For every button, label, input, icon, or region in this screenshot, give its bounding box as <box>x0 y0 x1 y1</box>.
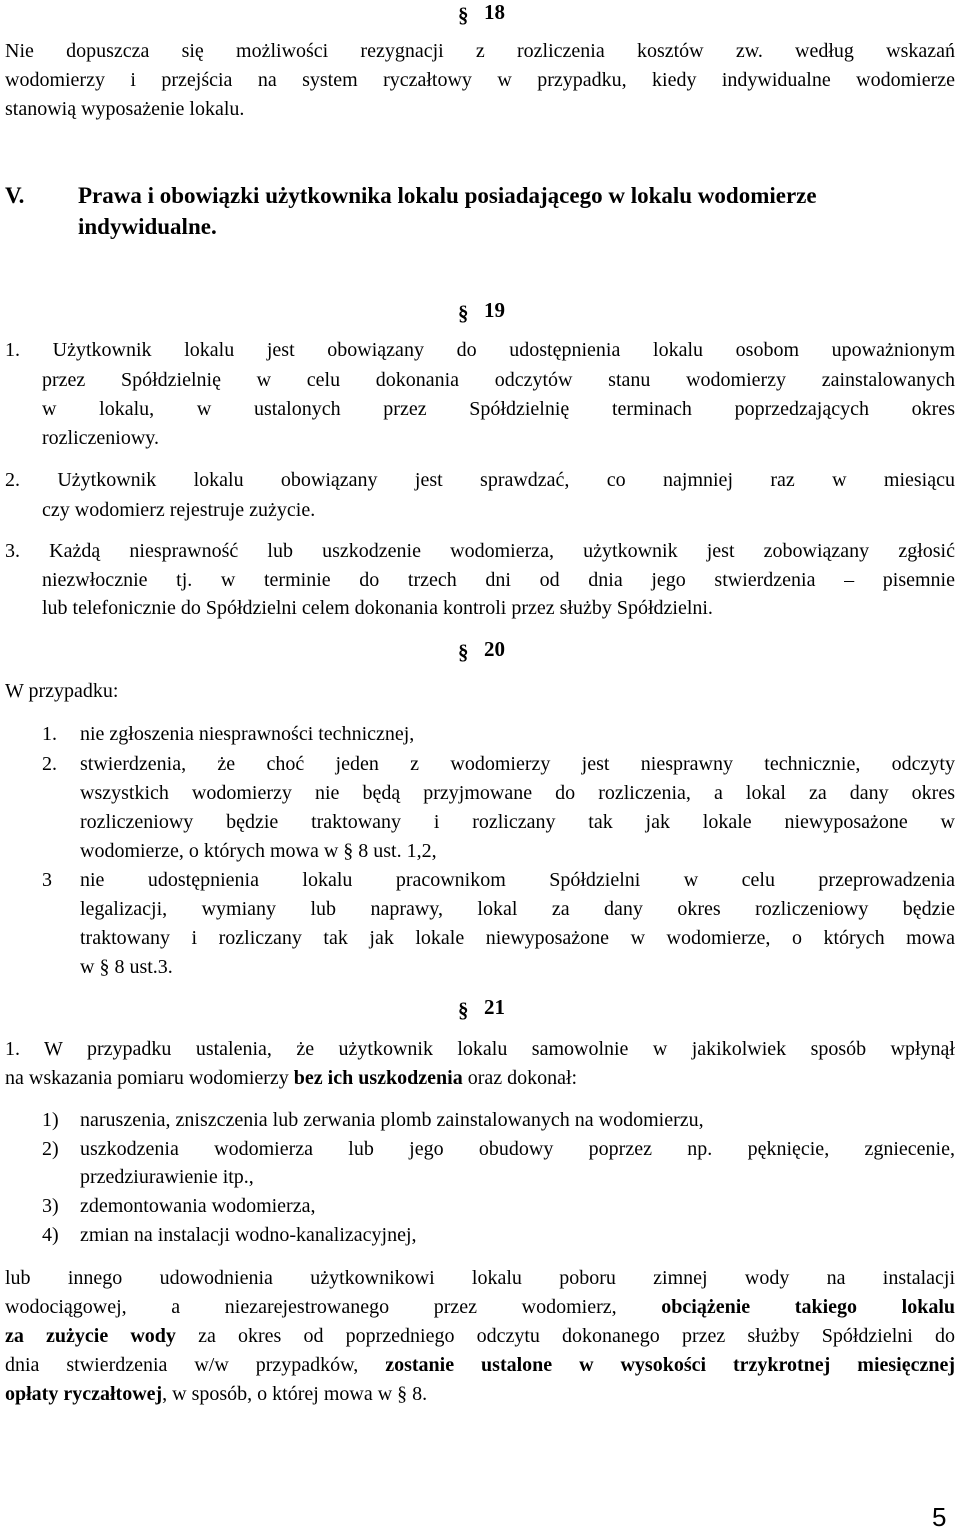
para21-item1-line1: naruszenia, zniszczenia lub zerwania plomb zainstalowanych na wodomierzu, <box>80 1109 704 1131</box>
para20-item1-line1: nie zgłoszenia niesprawności technicznej, <box>80 723 415 745</box>
para20-item3-line3: traktowany i rozliczany tak jak lokale niewyposażone w wodomierze, o których mowa <box>80 927 955 949</box>
para20-item3-num: 3 <box>42 869 52 891</box>
page-number: 5 <box>932 1502 947 1532</box>
para21-closing-line3: za zużycie wody za okres od poprzedniego odczytu dokonanego przez służby Spółdzielni do <box>5 1325 955 1347</box>
para21-closing-line4: dnia stwierdzenia w/w przypadków, zostanie ustalone w wysokości trzykrotnej miesięcznej <box>5 1354 956 1376</box>
para21-item4-num: 4) <box>42 1224 59 1246</box>
para21-item2-line2: przedziurawienie itp., <box>80 1166 254 1188</box>
chapter-title-line1: Prawa i obowiązki użytkownika lokalu posiadającego w lokalu wodomierze <box>78 183 817 208</box>
para20-intro: W przypadku: <box>5 680 119 702</box>
para19-p2-line2: czy wodomierz rejestruje zużycie. <box>42 499 316 521</box>
section-mark-20: § 20 <box>458 637 505 664</box>
para19-p3-line1: 3. Każdą niesprawność lub uszkodzenie wodomierza, użytkownik jest zobowiązany zgłosić <box>5 540 955 562</box>
chapter-number: V. <box>5 183 25 208</box>
para18-line3: stanowią wyposażenie lokalu. <box>5 98 245 120</box>
section-sign-icon: § <box>458 3 469 27</box>
para19-p1-line2: przez Spółdzielnię w celu dokonania odczytów stanu wodomierzy zainstalowanych <box>42 369 955 391</box>
para18-line2: wodomierzy i przejścia na system ryczałtowy w przypadku, kiedy indywidualne wodomierze <box>5 69 955 91</box>
para20-item2-line4: wodomierze, o których mowa w § 8 ust. 1,2, <box>80 840 437 862</box>
para21-closing-line5: opłaty ryczałtowej, w sposób, o której mowa w § 8. <box>5 1383 428 1405</box>
para19-p2-line1: 2. Użytkownik lokalu obowiązany jest sprawdzać, co najmniej raz w miesiącu <box>5 469 955 491</box>
para21-item3-num: 3) <box>42 1195 59 1217</box>
para21-intro-line2: na wskazania pomiaru wodomierzy bez ich uszkodzenia oraz dokonał: <box>5 1067 578 1089</box>
para19-p3-line3: lub telefonicznie do Spółdzielni celem dokonania kontroli przez służby Spółdzielni. <box>42 597 713 619</box>
section-sign-icon: § <box>458 640 469 664</box>
para19-p1-line4: rozliczeniowy. <box>42 427 159 449</box>
para21-item3-line1: zdemontowania wodomierza, <box>80 1195 316 1217</box>
para21-item1-num: 1) <box>42 1109 59 1131</box>
para20-item2-line2: wszystkich wodomierzy nie będą przyjmowane do rozliczenia, a lokal za dany okres <box>80 782 955 804</box>
para21-item4-line1: zmian na instalacji wodno-kanalizacyjnej, <box>80 1224 417 1246</box>
para20-item1-num: 1. <box>42 723 57 745</box>
para19-p1-line1: 1. Użytkownik lokalu jest obowiązany do udostępnienia lokalu osobom upoważnionym <box>5 339 955 361</box>
para18-line1: Nie dopuszcza się możliwości rezygnacji z rozliczenia kosztów zw. według wskazań <box>5 40 955 62</box>
section-mark-19: § 19 <box>458 298 505 325</box>
para20-item3-line2: legalizacji, wymiany lub naprawy, lokal za dany okres rozliczeniowy będzie <box>80 898 955 920</box>
para21-intro-line1: 1. W przypadku ustalenia, że użytkownik lokalu samowolnie w jakikolwiek sposób wpłynął <box>5 1038 955 1060</box>
para20-item2-line3: rozliczeniowy będzie traktowany i rozliczany tak jak lokale niewyposażone w <box>80 811 955 833</box>
para20-item2-num: 2. <box>42 753 57 775</box>
chapter-title-line2: indywidualne. <box>78 214 217 239</box>
section-sign-icon: § <box>458 998 469 1022</box>
para19-p3-line2: niezwłocznie tj. w terminie do trzech dni od dnia jego stwierdzenia – pisemnie <box>42 569 955 591</box>
para20-item3-line4: w § 8 ust.3. <box>80 956 173 978</box>
para19-p1-line3: w lokalu, w ustalonych przez Spółdzielnię terminach poprzedzających okres <box>42 398 955 420</box>
para21-item2-line1: uszkodzenia wodomierza lub jego obudowy poprzez np. pęknięcie, zgniecenie, <box>80 1138 955 1160</box>
section-sign-icon: § <box>458 301 469 325</box>
para21-closing-line1: lub innego udowodnienia użytkownikowi lokalu poboru zimnej wody na instalacji <box>5 1267 955 1289</box>
section-mark-18: § 18 <box>458 0 505 27</box>
para21-item2-num: 2) <box>42 1138 59 1160</box>
section-mark-21: § 21 <box>458 995 505 1022</box>
para21-closing-line2: wodociągowej, a niezarejestrowanego przez wodomierz, obciążenie takiego lokalu <box>5 1296 956 1318</box>
para20-item3-line1: nie udostępnienia lokalu pracownikom Spółdzielni w celu przeprowadzenia <box>80 869 955 891</box>
para20-item2-line1: stwierdzenia, że choć jeden z wodomierzy jest niesprawny technicznie, odczyty <box>80 753 955 775</box>
